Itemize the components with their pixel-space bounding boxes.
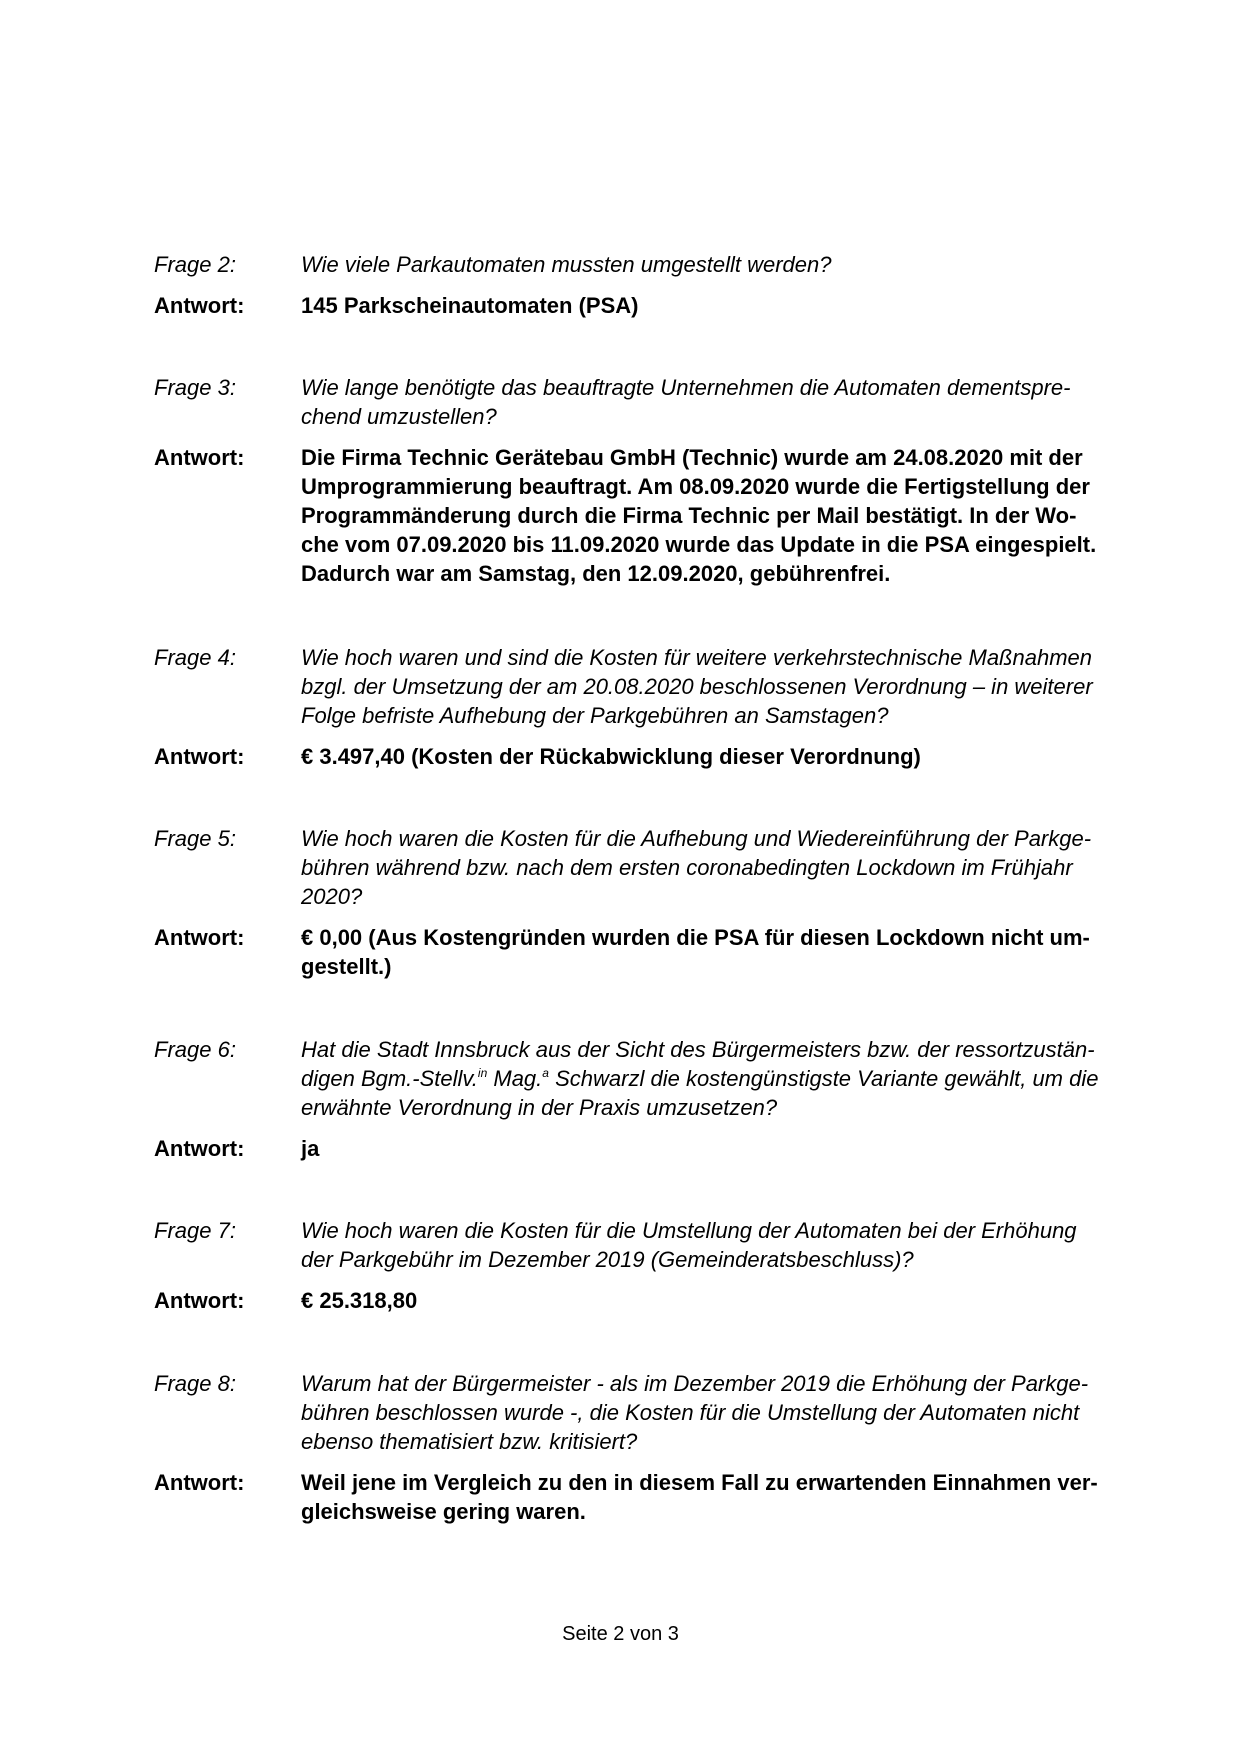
- question-fragment: Mag.: [493, 1066, 543, 1091]
- answer-row: [0, 1286, 1241, 1315]
- question-line: Wie viele Parkautomaten mussten umgestellt werden?: [301, 252, 832, 277]
- answer-text: [301, 1286, 1141, 1315]
- superscript: in: [477, 1066, 488, 1080]
- answer-text: [301, 443, 1141, 588]
- question-row: [0, 643, 1241, 730]
- question-line: [301, 1064, 1141, 1093]
- question-text: [301, 373, 1141, 431]
- question-text: [301, 824, 1141, 911]
- page-indicator: Seite 2 von 3: [562, 1623, 679, 1645]
- answer-line: che vom 07.09.2020 bis 11.09.2020 wurde das Update in die PSA eingespielt.: [301, 532, 1097, 557]
- question-line: Wie hoch waren die Kosten für die Aufhebung und Wiedereinführung der Parkge-: [301, 826, 1092, 851]
- question-row: [0, 1369, 1241, 1456]
- question-fragment: Schwarzl die kostengünstigste Variante gewählt, um die: [555, 1066, 1099, 1091]
- question-text: [301, 1369, 1141, 1456]
- answer-line: Programmänderung durch die Firma Technic per Mail bestätigt. In der Wo-: [301, 503, 1077, 528]
- qa-block-8: [0, 1369, 1241, 1526]
- answer-row: [0, 742, 1241, 771]
- question-line: bzgl. der Umsetzung der am 20.08.2020 beschlossenen Verordnung – in weiterer: [301, 674, 1093, 699]
- answer-label: Antwort:: [154, 925, 245, 950]
- question-text: [301, 250, 1141, 279]
- question-line: Warum hat der Bürgermeister - als im Dezember 2019 die Erhöhung der Parkge-: [301, 1371, 1089, 1396]
- superscript: a: [542, 1066, 549, 1080]
- answer-line: ja: [301, 1136, 320, 1161]
- qa-block-5: [0, 824, 1241, 981]
- answer-label: Antwort:: [154, 1470, 245, 1495]
- answer-text: [301, 923, 1141, 981]
- qa-block-3: [0, 373, 1241, 588]
- question-row: [0, 1216, 1241, 1274]
- question-line: Wie lange benötigte das beauftragte Unternehmen die Automaten dementspre-: [301, 375, 1071, 400]
- question-line: Wie hoch waren und sind die Kosten für weitere verkehrstechnische Maßnahmen: [301, 645, 1092, 670]
- question-line: ebenso thematisiert bzw. kritisiert?: [301, 1429, 638, 1454]
- question-label: Frage 6:: [154, 1037, 236, 1062]
- question-line: chend umzustellen?: [301, 404, 497, 429]
- answer-text: [301, 1134, 1141, 1163]
- answer-line: gestellt.): [301, 954, 392, 979]
- answer-row: [0, 923, 1241, 981]
- question-text: [301, 1216, 1141, 1274]
- question-label: Frage 5:: [154, 826, 236, 851]
- answer-line: € 25.318,80: [301, 1288, 418, 1313]
- question-line: 2020?: [301, 884, 363, 909]
- answer-label: Antwort:: [154, 293, 245, 318]
- answer-text: [301, 1468, 1141, 1526]
- question-row: [0, 250, 1241, 279]
- answer-line: € 0,00 (Aus Kostengründen wurden die PSA für diesen Lockdown nicht um-: [301, 925, 1090, 950]
- question-label: Frage 3:: [154, 375, 236, 400]
- question-row: [0, 824, 1241, 911]
- answer-line: gleichsweise gering waren.: [301, 1499, 586, 1524]
- question-row: [0, 1035, 1241, 1122]
- question-line: bühren während bzw. nach dem ersten coronabedingten Lockdown im Frühjahr: [301, 855, 1073, 880]
- answer-line: Die Firma Technic Gerätebau GmbH (Technic) wurde am 24.08.2020 mit der: [301, 445, 1083, 470]
- answer-label: Antwort:: [154, 445, 245, 470]
- answer-line: Weil jene im Vergleich zu den in diesem Fall zu erwartenden Einnahmen ver-: [301, 1470, 1098, 1495]
- answer-row: [0, 443, 1241, 588]
- question-line: Hat die Stadt Innsbruck aus der Sicht des Bürgermeisters bzw. der ressortzustän-: [301, 1037, 1095, 1062]
- question-label: Frage 2:: [154, 252, 236, 277]
- answer-row: [0, 1468, 1241, 1526]
- question-fragment: digen Bgm.-Stellv.: [301, 1066, 478, 1091]
- qa-block-7: [0, 1216, 1241, 1315]
- answer-label: Antwort:: [154, 1288, 245, 1313]
- answer-line: Dadurch war am Samstag, den 12.09.2020, gebührenfrei.: [301, 561, 891, 586]
- answer-text: [301, 291, 1141, 320]
- answer-row: [0, 291, 1241, 320]
- answer-line: Umprogrammierung beauftragt. Am 08.09.2020 wurde die Fertigstellung der: [301, 474, 1090, 499]
- question-label: Frage 8:: [154, 1371, 236, 1396]
- qa-block-4: [0, 643, 1241, 771]
- question-line: Folge befriste Aufhebung der Parkgebühren an Samstagen?: [301, 703, 889, 728]
- question-line: bühren beschlossen wurde -, die Kosten für die Umstellung der Automaten nicht: [301, 1400, 1080, 1425]
- qa-block-6: [0, 1035, 1241, 1163]
- question-line: erwähnte Verordnung in der Praxis umzusetzen?: [301, 1095, 778, 1120]
- answer-line: € 3.497,40 (Kosten der Rückabwicklung dieser Verordnung): [301, 744, 921, 769]
- answer-row: [0, 1134, 1241, 1163]
- answer-label: Antwort:: [154, 1136, 245, 1161]
- question-line: Wie hoch waren die Kosten für die Umstellung der Automaten bei der Erhöhung: [301, 1218, 1077, 1243]
- answer-line: 145 Parkscheinautomaten (PSA): [301, 293, 639, 318]
- question-label: Frage 7:: [154, 1218, 236, 1243]
- question-text: [301, 1035, 1141, 1122]
- question-label: Frage 4:: [154, 645, 236, 670]
- answer-label: Antwort:: [154, 744, 245, 769]
- question-row: [0, 373, 1241, 431]
- qa-block-2: [0, 250, 1241, 320]
- question-text: [301, 643, 1141, 730]
- question-line: der Parkgebühr im Dezember 2019 (Gemeinderatsbeschluss)?: [301, 1247, 914, 1272]
- answer-text: [301, 742, 1141, 771]
